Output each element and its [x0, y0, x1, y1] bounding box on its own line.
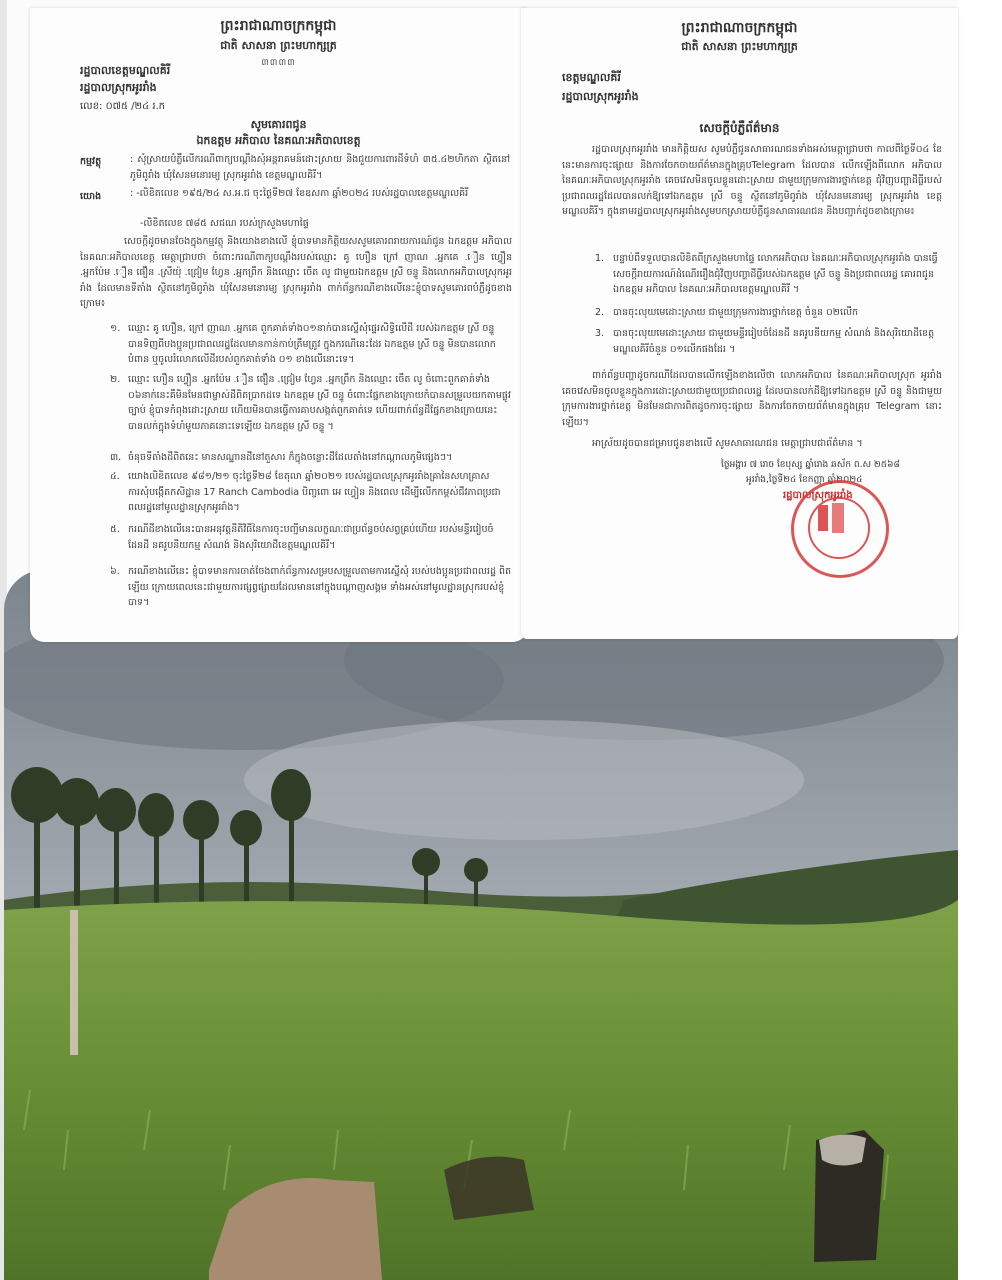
province-name: ខេត្តមណ្ឌលគិរី — [562, 71, 621, 84]
kingdom-header: ព្រះរាជាណាចក្រកម្ពុជា — [681, 20, 798, 36]
reference-1: : -លិខិតលេខ ១៩៥/២៤ ស.អ.ជ ចុះថ្ងៃទី២៧ ខែឧសភា ឆ្នាំ២០២៤ របស់រដ្ឋបាលខេត្តមណ្ឌលគិរី — [130, 188, 469, 199]
right-margin — [958, 0, 1002, 1280]
fence-post — [70, 910, 78, 1055]
list-item: ៥. ករណីដីខាងលើនេះបានអនុវត្តនីតិវិធីនៃការចុះបញ្ជីមានលក្ខណៈជាប្រព័ន្ធចប់សព្វគ្រប់ហើយ របស់មន្ទីររៀបចំដែនដី នគរូបនីយកម្ម សំណង់ និងសុរិយោដីខេត្តមណ្ឌលគិរី។ — [110, 524, 494, 551]
recipient: ឯកឧត្តម អភិបាល នៃគណៈអភិបាលខេត្ត — [196, 134, 361, 147]
reference-label: យោង — [80, 191, 102, 202]
press-release-right — [521, 8, 958, 639]
closing-line: អាស្រ័យដូចបានជម្រាបជូនខាងលើ សូមសាធារណជន មេត្តាជ្រាបជាព័ត៌មាន ។ — [592, 438, 863, 449]
motto: ជាតិ សាសនា ព្រះមហាក្សត្រ — [681, 40, 798, 53]
letter-number: លេខ: ០៧៥ /២៤ រ.ក — [80, 101, 166, 112]
lunar-date: ថ្ងៃអង្គារ ៧ រោច ខែបុស្ស ឆ្នាំរោង ឆស័ក ព.ស ២៥៦៨ — [721, 460, 900, 470]
seal-emblem — [832, 503, 844, 533]
official-seal — [791, 480, 889, 578]
landscape-illustration — [4, 570, 958, 1280]
intro-paragraph: សេចក្ដីដូចមានចែងក្នុងកម្មវត្ថុ និងយោងខាងលើ ខ្ញុំបាទមានកិត្តិយសសូមគោរពរាយការណ៍ជូន ឯកឧត្តម អភិបាល នៃគណៈអភិបាលខេត្ត មេត្តាជ្រាបថា ចំពោះករណីពាក្យបណ្ដឹងរបស់ឈ្មោះ គូ ហឿន ក្រៅ ញាណ .អ្នកគេ .ឿន ហ្វឿន .អ្នកប៉ែម .ឿន ផឿន .ស្រីយ៉ុ .ជ្រៀម ហ្វែន .អ្នកព្រឹក និងឈ្មោះ ចេឹត លូ ជាមួយឯកឧត្តម ស្រី ចន្ទូ និងលោកអភិបាលស្រុកអូររាំង ដែលមានទីតាំង ស្ថិតនៅភូមិពូរាំង ឃុំសែនមនោរម្យ ស្រុកអូររាំង ពាក់ព័ន្ធករណីខាងលើនេះខ្ញុំបាទសូមគោរពបំភ្លឺដូចខាងក្រោម៖ — [80, 236, 512, 309]
province-name: រដ្ឋបាលខេត្តមណ្ឌលគិរី — [80, 64, 171, 77]
list-item: 2. បានចុះលុយមេដោះស្រាយ ជាមួយក្រុមការងារថ្នាក់ខេត្ត ចំនួន ០២លើក — [595, 307, 859, 318]
list-item: ២. ឈ្មោះ ហឿន ហ្វឿន .អ្នកប៉ែម .ឿន ផឿន .ជ្រៀម ហ្វែន .អ្នកព្រឹក និងឈ្មោះ ចេឹត លូ ចំពោះពួកគាត់ទាំង ០៦នាក់នេះគឺមិនមែនជាម្ចាស់ដីពិតប្រាកដទេ ឯកឧត្តម ស្រី ចន្ទូ ចំពោះផ្នែកខាងក្រោយកំបានសម្រួលយកតាមផ្លូវច្បាប់ ខ្ញុំបាទកំពុងដោះស្រាយ ហើយមិនបានធ្វើការគាបសង្កត់ពួកគាត់ទេ ហើយពាក់ព័ន្ធដីផ្នែកខាងក្រោយនេះបានលក់ក្នុងទំហំមួយភាគនោះទេឡើយ ឯកឧត្តម ស្រី ចន្ទូ ។ — [110, 374, 511, 432]
solar-date: អូររាំង,ថ្ងៃទី២៤ ខែកញ្ញា ឆ្នាំ២០២៤ — [746, 475, 863, 485]
subject-text: : សុំស្រាយបំភ្លឺលើករណីពាក្យបណ្ដឹងសុំអន្តរាគមន៍ដោះស្រាយ និងជួយការពារដីទំហំ ៣៥.៤២ហិកតា ស្ថិតនៅភូមិពូរាំង ឃុំសែនមនោរម្យ ស្រុកអូររាំង ខេត្តមណ្ឌលគិរី។ — [130, 154, 510, 181]
document-title: សេចក្ដីបំភ្លឺព័ត៌មាន — [699, 121, 780, 135]
cloud — [244, 720, 804, 840]
reference-2: -លិខិតលេខ ៧៨៥ សជណ របស់ក្រសួងមហាផ្ទៃ — [140, 218, 309, 229]
list-item: ៤. យោងលិខិតលេខ ៩៨១/២១ ចុះថ្ងៃទី២៨ ខែតុលា ឆ្នាំ២០២១ របស់រដ្ឋបាលស្រុកអូររាំងគ្រានៃសហគ្រាស ការសុំបង្កើតកសិដ្ឋាន 17 Ranch Cambodia បិញ្ចពោ អេ ហ្វៀន និងពេល ដើម្បីលើកកម្ពស់ជីវភាពប្រជាពលរដ្ឋនៅមូលដ្ឋានស្រុកអូររាំង។ — [110, 471, 501, 513]
district-name: រដ្ឋបាលស្រុកអូររាំង — [562, 90, 639, 103]
list-item: ៣. ចំនុចទីតាំងដីពិតនេះ មានសណ្ឋានដីនៅតួសារ ក៏ក្នុងចន្លោះដីដែលតាំងនៅកណ្ដាលភូមិផ្សេងៗ។ — [110, 452, 453, 463]
conclusion-paragraph: ពាក់ព័ន្ធបញ្ហាដូចករណីដែលបានលើកឡើងខាងលើថា លោកអភិបាល នៃគណៈអភិបាលស្រុក អូររាំង គេចវេសមិនចូលខ្លួនក្នុងការដោះស្រាយជាមួយប្រជាពលរដ្ឋ ដែលបានលក់ដីឱ្យទៅឯកឧត្តម ស្រី ចន្ទូ និងជាមួយក្រុមការងារថ្នាក់ខេត្ត មិនមែនជាការពិតដូចការចុះផ្សាយ និងការចែកចាយព័ត៌មានក្នុងគ្រុប Telegram នោះឡើយ។ — [562, 370, 942, 428]
list-item: ១. ឈ្មោះ គូ ហឿន, ក្រៅ ញាណ .អ្នកគេ ពួកគាត់ទាំង០១នាក់បានស្នើសុំផ្ទេរសិទ្ធិលើដី របស់ឯកឧត្តម ស្រី ចន្ទូ បានទិញពីបងប្អូនប្រជាពលរដ្ឋដែលមានកាន់កាប់ត្រឹមត្រូវ ក្នុងករណីនេះដែរ ឯកឧត្តម ស្រី ចន្ទូ មិនបានលោកបំពាន ឬចូលរំលោភលើដីរបស់ពួកគាត់ទាំង ០១ ខាងលើនោះទេ។ — [110, 323, 496, 365]
intro-paragraph: រដ្ឋបាលស្រុកអូររាំង មានកិត្តិយស សូមបំភ្លឺជូនសាធារណជនទាំងអស់មេត្តាជ្រាបថា កាលពីថ្ងៃទី០៤ ខែនេះមានការចុះផ្សាយ និងការចែកចាយព័ត៌មានក្នុងគ្រុបTelegram ដែលបាន លើកឡើងពីលោក អភិបាល នៃគណៈអភិបាលស្រុកអូររាំង គេចវេសមិនចូលខ្លួនដោះស្រាយ ជាមួយក្រុមការងារថ្នាក់ខេត្ត ជុំវិញបញ្ហាដីធ្លីរបស់ប្រជាពលរដ្ឋដែលបានលក់ឱ្យទៅឯកឧត្តម ស្រី ចន្ទូ ស្ថិតនៅភូមិពូរាំង ឃុំសែនមនោរម្យ ស្រុកអូររាំង ខេត្តមណ្ឌលគិរី។ ក្នុងនាមរដ្ឋបាលស្រុកអូររាំងសូមបកស្រាយបំភ្លឺជូនសាធារណជន និងបញ្ជាក់ដូចខាងក្រោម៖ — [562, 144, 942, 217]
log — [444, 1157, 534, 1220]
official-letter-left — [30, 8, 527, 642]
signer-title: រដ្ឋបាលស្រុកអូររាំង — [783, 490, 853, 501]
subject-label: កម្មវត្ថុ — [80, 156, 102, 167]
stump-top — [819, 1134, 866, 1165]
seal-emblem — [818, 505, 828, 531]
kingdom-header: ព្រះរាជាណាចក្រកម្ពុជា — [220, 18, 337, 34]
motto: ជាតិ សាសនា ព្រះមហាក្សត្រ — [220, 39, 337, 52]
respect-line: សូមគោរពជូន — [250, 118, 307, 131]
list-item: ៦. ករណីខាងលើនេះ ខ្ញុំបាទមានការចាត់ចែងពាក់ព័ន្ធការសម្របសម្រួលតាមការស្នើសុំ របស់បងប្អូនប្រជាពលរដ្ឋ ពិតឡើយ ក្រោយពេលនេះជាមួយការផ្សព្វផ្សាយដែលមាននៅក្នុងបណ្ដាញសង្គម ទាំងអស់នៅមូលដ្ឋានស្រុករបស់ខ្ញុំបាទ។ — [110, 566, 512, 608]
landscape-photo — [4, 570, 958, 1280]
ornament: ៣៣៣៣ — [261, 58, 296, 68]
list-item: 1. បន្ទាប់ពីទទួលបានលិខិតពីក្រសួងមហាផ្ទៃ លោកអភិបាល នៃគណៈអភិបាលស្រុកអូររាំង បានធ្វើសេចក្ដីរាយការណ៍ដំណើររឿងជុំវិញបញ្ហាដីធ្លីរបស់ឯកឧត្តម ស្រី ចន្ទូ និងប្រជាពលរដ្ឋ គោរពជូន ឯកឧត្តម អភិបាល នៃគណៈអភិបាលខេត្តមណ្ឌលគិរី ។ — [595, 253, 938, 295]
district-name: រដ្ឋបាលស្រុកអូររាំង — [80, 81, 157, 94]
list-item: 3. បានចុះលុយមេដោះស្រាយ ជាមួយមន្ទីររៀបចំដែនដី នគរូបនីយកម្ម សំណង់ និងសុរិយោដីខេត្តមណ្ឌលគិរីចំនួន ០១លើកផងដែរ ។ — [595, 328, 935, 355]
